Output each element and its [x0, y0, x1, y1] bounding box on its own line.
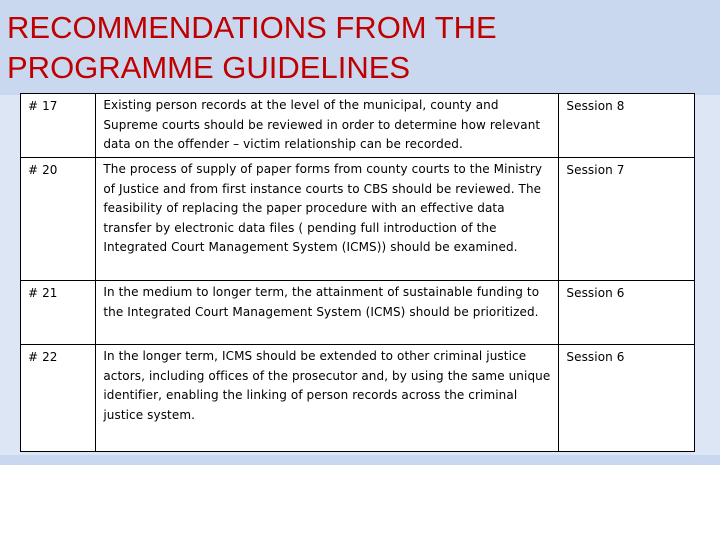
recommendation-number: # 20 [21, 158, 96, 281]
title-line-1: RECOMMENDATIONS FROM THE [7, 10, 497, 45]
recommendation-text: Existing person records at the level of the municipal, county and Supreme courts should be reviewed in order to determine how relevant data on the offender – victim relationship can be recorded. [96, 94, 559, 158]
recommendation-text: In the medium to longer term, the attainment of sustainable funding to the Integrated Court Management System (ICMS) should be prioritized. [96, 281, 559, 345]
session-label: Session 8 [559, 94, 695, 158]
session-label: Session 7 [559, 158, 695, 281]
table-row [21, 158, 695, 281]
recommendation-number: # 17 [21, 94, 96, 158]
table-row [21, 94, 695, 158]
session-label: Session 6 [559, 345, 695, 452]
table-row [21, 345, 695, 452]
title-line-2: PROGRAMME GUIDELINES [7, 50, 411, 85]
table-row [21, 281, 695, 345]
recommendations-table [20, 93, 695, 452]
session-label: Session 6 [559, 281, 695, 345]
recommendation-number: # 22 [21, 345, 96, 452]
recommendation-number: # 21 [21, 281, 96, 345]
bottom-band [0, 455, 720, 465]
recommendation-text: In the longer term, ICMS should be extended to other criminal justice actors, including offices of the prosecutor and, by using the same unique identifier, enabling the linking of person records across the criminal justice system. [96, 345, 559, 452]
recommendation-text: The process of supply of paper forms from county courts to the Ministry of Justice and from first instance courts to CBS should be reviewed. The feasibility of replacing the paper procedure with an effective data transfer by electronic data files ( pending full introduction of the Integrated Court Management System (ICMS)) should be examined. [96, 158, 559, 281]
page-title [7, 8, 497, 88]
